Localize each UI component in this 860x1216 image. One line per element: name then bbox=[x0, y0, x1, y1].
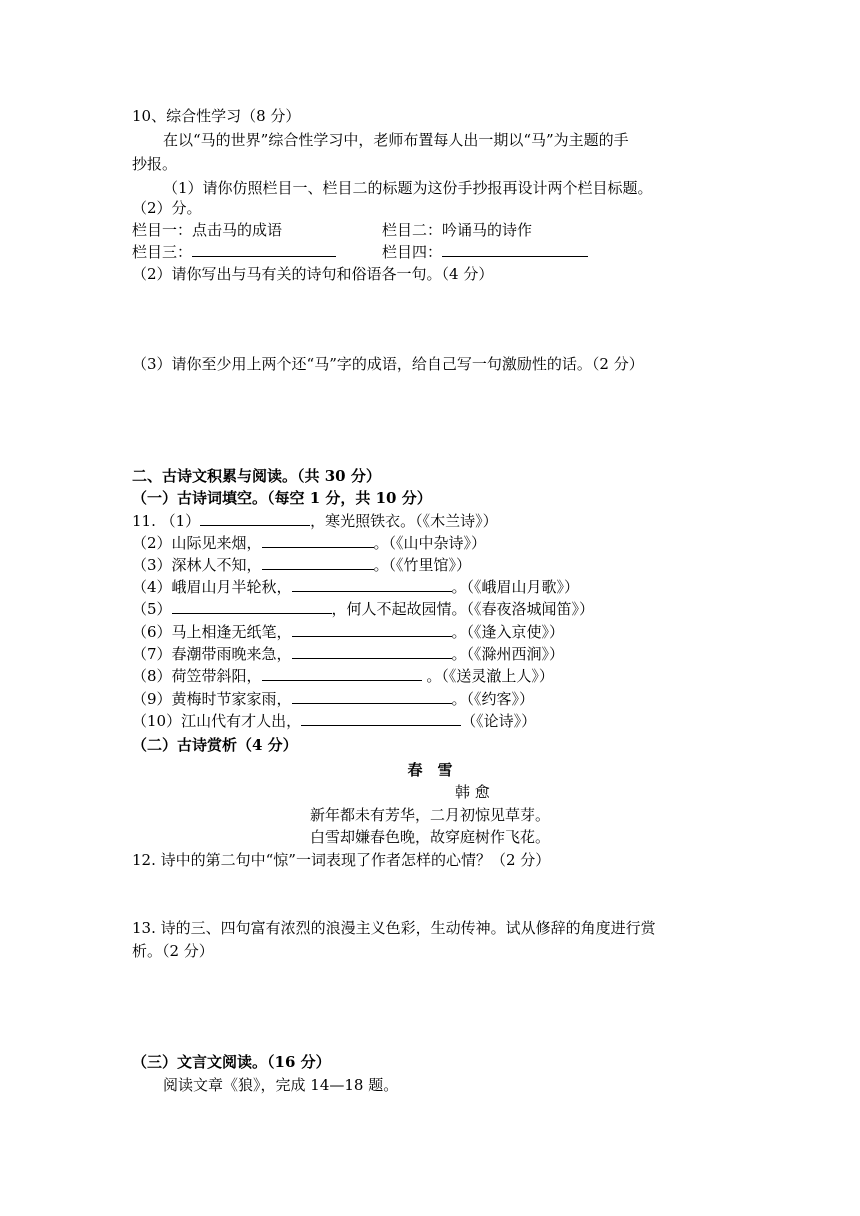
column-3-label: 栏目三： bbox=[132, 243, 193, 261]
fill-blank[interactable] bbox=[200, 511, 310, 526]
q10-intro-line1: 在以“马的世界”综合性学习中，老师布置每人出一期以“马”为主题的手 bbox=[163, 131, 629, 149]
fill-item-prefix: （5） bbox=[132, 600, 172, 618]
question-12: 12. 诗中的第二句中“惊”一词表现了作者怎样的心情？（2 分） bbox=[132, 851, 551, 869]
fill-item-prefix: （7）春潮带雨晚来急， bbox=[132, 645, 292, 663]
column-4-label: 栏目四： bbox=[382, 243, 443, 261]
fill-item-suffix: 。（《送灵澈上人》） bbox=[421, 667, 554, 685]
fill-item-prefix: （4）峨眉山月半轮秋， bbox=[132, 578, 292, 596]
part-2-title: （二）古诗赏析（4 分） bbox=[132, 736, 298, 754]
fill-blank[interactable] bbox=[262, 555, 374, 570]
fill-blank[interactable] bbox=[292, 622, 452, 637]
fill-item-suffix: 。（《约客》） bbox=[451, 690, 535, 708]
section-2-title: 二、古诗文积累与阅读。（共 30 分） bbox=[132, 467, 381, 485]
poem-title: 春 雪 bbox=[407, 761, 453, 779]
fill-blank[interactable] bbox=[292, 689, 452, 704]
fill-item-prefix: （9）黄梅时节家家雨， bbox=[132, 690, 292, 708]
fill-blank[interactable] bbox=[292, 577, 452, 592]
column-2-title: 栏目二：吟诵马的诗作 bbox=[382, 221, 533, 239]
fill-item-1 bbox=[132, 511, 498, 531]
fill-item-4 bbox=[132, 577, 579, 597]
part-3-intro: 阅读文章《狼》，完成 14—18 题。 bbox=[163, 1076, 399, 1094]
fill-item-suffix: 。（《峨眉山月歌》） bbox=[451, 578, 580, 596]
fill-item-suffix: ，何人不起故园情。（《春夜洛城闻笛》） bbox=[331, 600, 595, 618]
fill-blank[interactable] bbox=[262, 666, 422, 681]
fill-blank[interactable] bbox=[172, 599, 332, 614]
fill-item-suffix: 。（《滁州西涧》） bbox=[451, 645, 565, 663]
question-13-line1: 13. 诗的三、四句富有浓烈的浪漫主义色彩，生动传神。试从修辞的角度进行赏 bbox=[132, 919, 656, 937]
fill-item-3 bbox=[132, 555, 471, 575]
column-3-blank[interactable] bbox=[192, 242, 336, 257]
fill-item-prefix: （8）荷笠带斜阳， bbox=[132, 667, 262, 685]
fill-item-prefix: （10）江山代有才人出， bbox=[132, 712, 302, 730]
q10-intro-line2: 抄报。 bbox=[132, 155, 178, 173]
column-4-blank[interactable] bbox=[442, 242, 588, 257]
poem-line-1: 新年都未有芳华，二月初惊见草芽。 bbox=[309, 806, 550, 824]
fill-item-prefix: （6）马上相逢无纸笔， bbox=[132, 623, 292, 641]
column-4-row bbox=[382, 242, 588, 262]
fill-item-prefix: （3）深林人不知， bbox=[132, 556, 262, 574]
fill-item-suffix: 。（《竹里馆》） bbox=[373, 556, 472, 574]
poem-line-2: 白雪却嫌春色晚，故穿庭树作飞花。 bbox=[309, 828, 550, 846]
fill-item-2 bbox=[132, 533, 486, 553]
fill-blank[interactable] bbox=[301, 711, 461, 726]
fill-blank[interactable] bbox=[292, 644, 452, 659]
fill-item-suffix: 。（《山中杂诗》） bbox=[373, 534, 487, 552]
fill-item-suffix: （《论诗》） bbox=[461, 712, 537, 730]
q10-sub2: （2）请你写出与马有关的诗句和俗语各一句。（4 分） bbox=[132, 265, 494, 283]
fill-item-9 bbox=[132, 689, 534, 709]
q10-title: 10、综合性学习（8 分） bbox=[132, 107, 301, 125]
fill-item-8 bbox=[132, 666, 554, 686]
fill-item-prefix: （2）山际见来烟， bbox=[132, 534, 262, 552]
fill-item-prefix: 11. （1） bbox=[132, 512, 201, 530]
q10-sub1-line2: （2）分。 bbox=[132, 199, 202, 217]
fill-blank[interactable] bbox=[262, 533, 374, 548]
column-1-title: 栏目一：点击马的成语 bbox=[132, 221, 283, 239]
fill-item-suffix: 。（《逢入京使》） bbox=[451, 623, 565, 641]
fill-item-10 bbox=[132, 711, 536, 731]
q10-sub3: （3）请你至少用上两个还“马”字的成语，给自己写一句激励性的话。（2 分） bbox=[132, 355, 644, 373]
part-1-title: （一）古诗词填空。（每空 1 分，共 10 分） bbox=[132, 489, 432, 507]
question-13-line2: 析。（2 分） bbox=[132, 942, 214, 960]
part-3-title: （三）文言文阅读。（16 分） bbox=[132, 1053, 331, 1071]
fill-item-5 bbox=[132, 599, 594, 619]
fill-item-suffix: ，寒光照铁衣。（《木兰诗》） bbox=[310, 512, 498, 530]
poem-author: 韩 愈 bbox=[455, 783, 490, 801]
q10-sub1-line1: （1）请你仿照栏目一、栏目二的标题为这份手抄报再设计两个栏目标题。 bbox=[163, 179, 653, 197]
fill-item-6 bbox=[132, 622, 564, 642]
fill-item-7 bbox=[132, 644, 564, 664]
column-3-row bbox=[132, 242, 336, 262]
